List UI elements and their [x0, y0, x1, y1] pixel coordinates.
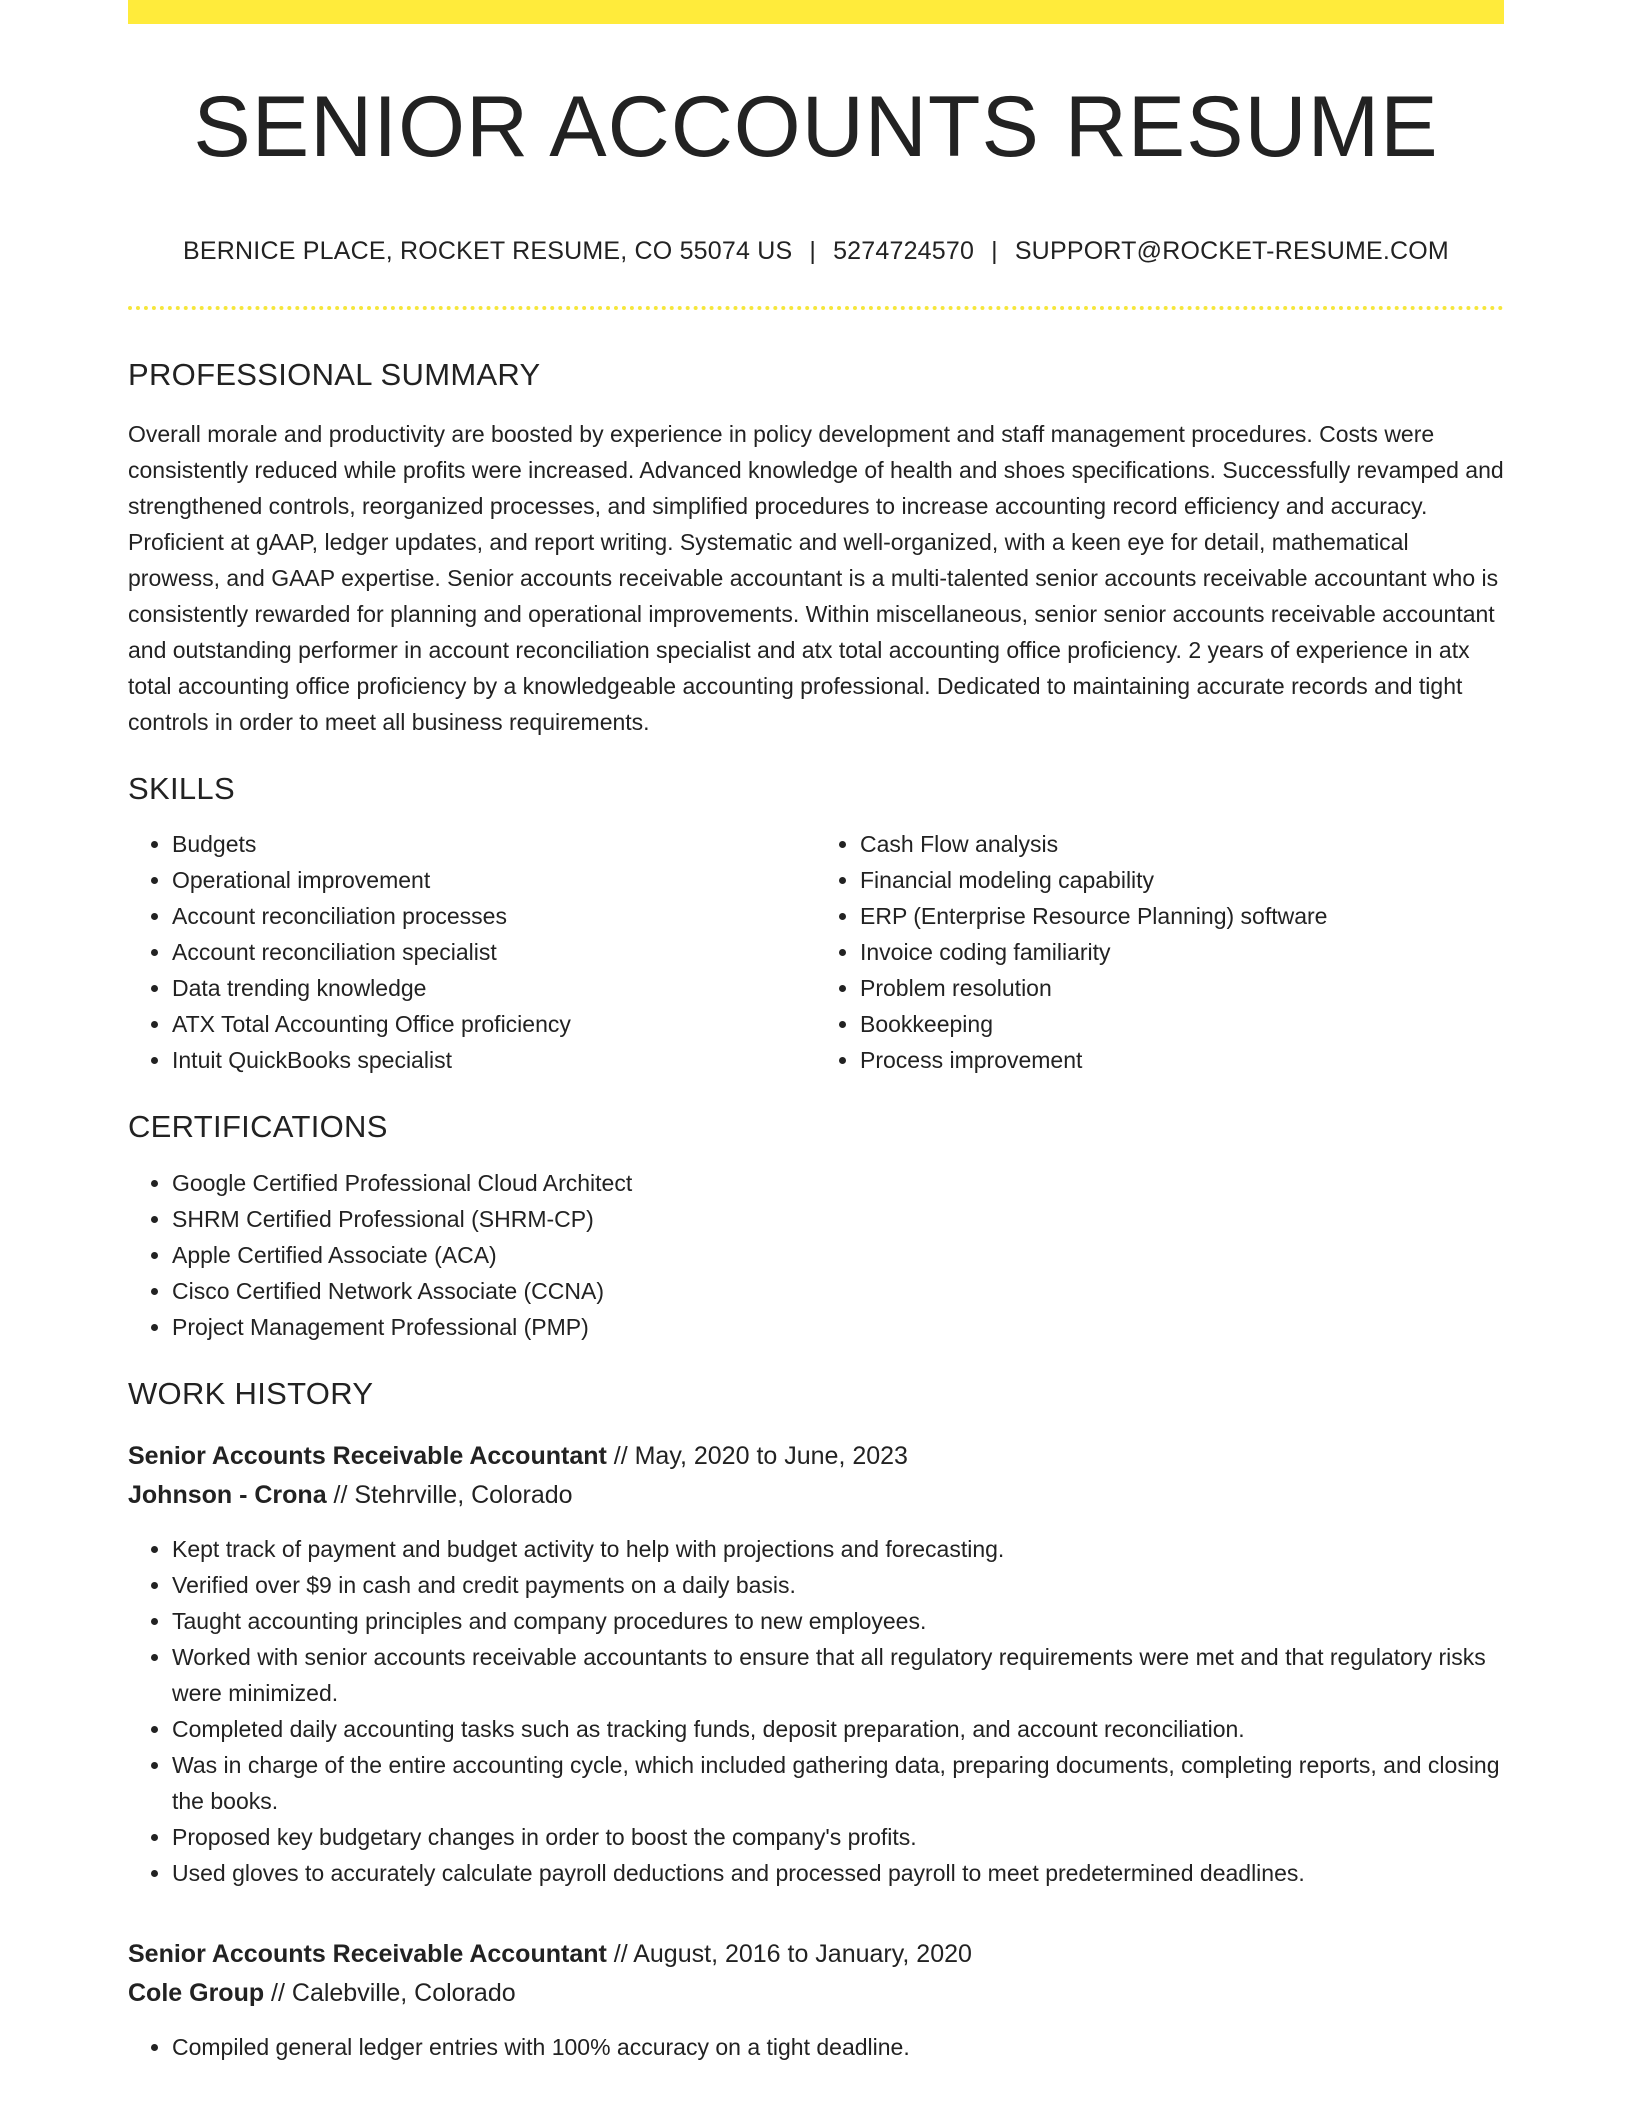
skills-heading: SKILLS — [128, 771, 235, 807]
skills-list — [128, 826, 1504, 1078]
skill-item: • Intuit QuickBooks specialist — [172, 1042, 816, 1078]
job-bullet: • Completed daily accounting tasks such as tracking funds, deposit preparation, and account reconciliation. — [172, 1711, 1504, 1747]
job-title: Senior Accounts Receivable Accountant — [128, 1441, 607, 1470]
skills-column-left — [128, 826, 816, 1078]
certification-item: • Google Certified Professional Cloud Architect — [172, 1165, 1504, 1201]
email: SUPPORT@ROCKET-RESUME.COM — [1014, 237, 1449, 266]
skill-item: • Operational improvement — [172, 862, 816, 898]
job-bullet: • Worked with senior accounts receivable accountants to ensure that all regulatory requirements were met and that regulatory risks were minimized. — [172, 1639, 1504, 1711]
resume-page — [128, 0, 1504, 2065]
job-location: // Stehrville, Colorado — [326, 1480, 573, 1509]
skills-column-right — [816, 826, 1504, 1078]
job-entry — [128, 1437, 1504, 1891]
job-company-line — [128, 1476, 1504, 1515]
certifications-list — [128, 1165, 1504, 1345]
job-bullets — [128, 2029, 1504, 2065]
skill-item: • Cash Flow analysis — [860, 826, 1504, 862]
job-company: Johnson - Crona — [128, 1480, 327, 1509]
skill-item: • Budgets — [172, 826, 816, 862]
summary-text: Overall morale and productivity are boosted by experience in policy development and staff management procedures. Costs were consistently reduced while profits were increased. Advanced knowledge of health and shoes specifications. Successfully revamped and strengthened controls, reorganized processes, and simplified procedures to increase accounting record efficiency and accuracy. Proficient at gAAP, ledger updates, and report writing. Systematic and well-organized, with a keen eye for detail, mathematical prowess, and GAAP expertise. Senior accounts receivable accountant is a multi-talented senior accounts receivable accountant who is consistently rewarded for planning and operational improvements. Within miscellaneous, senior senior accounts receivable accountant and outstanding performer in account reconciliation specialist and atx total accounting office proficiency. 2 years of experience in atx total accounting office proficiency by a knowledgeable accounting professional. Dedicated to maintaining accurate records and tight controls in order to meet all business requirements. — [128, 421, 1504, 736]
job-location: // Calebville, Colorado — [264, 1978, 516, 2007]
job-company-line — [128, 1974, 1504, 2013]
job-bullet: • Kept track of payment and budget activity to help with projections and forecasting. — [172, 1531, 1504, 1567]
page-title: SENIOR ACCOUNTS RESUME — [193, 79, 1439, 175]
certification-item: • Project Management Professional (PMP) — [172, 1309, 1504, 1345]
summary-heading: PROFESSIONAL SUMMARY — [128, 357, 541, 393]
certification-item: • Apple Certified Associate (ACA) — [172, 1237, 1504, 1273]
skill-item: • Financial modeling capability — [860, 862, 1504, 898]
job-title-line — [128, 1935, 1504, 1974]
dotted-divider — [128, 306, 1504, 310]
job-bullet: • Taught accounting principles and company procedures to new employees. — [172, 1603, 1504, 1639]
job-title-line — [128, 1437, 1504, 1476]
job-title: Senior Accounts Receivable Accountant — [128, 1939, 607, 1968]
job-bullet: • Proposed key budgetary changes in order to boost the company's profits. — [172, 1819, 1504, 1855]
job-bullet: • Used gloves to accurately calculate payroll deductions and processed payroll to meet predetermined deadlines. — [172, 1855, 1504, 1891]
job-dates: // August, 2016 to January, 2020 — [606, 1939, 972, 1968]
certification-item: • SHRM Certified Professional (SHRM-CP) — [172, 1201, 1504, 1237]
job-bullets — [128, 1531, 1504, 1891]
skill-item: • ATX Total Accounting Office proficiency — [172, 1006, 816, 1042]
separator: | — [991, 237, 998, 266]
skill-item: • Account reconciliation processes — [172, 898, 816, 934]
phone: 5274724570 — [833, 237, 975, 266]
certification-item: • Cisco Certified Network Associate (CCNA) — [172, 1273, 1504, 1309]
skill-item: • Account reconciliation specialist — [172, 934, 816, 970]
skill-item: • ERP (Enterprise Resource Planning) software — [860, 898, 1504, 934]
job-bullet: • Was in charge of the entire accounting cycle, which included gathering data, preparing documents, completing reports, and closing the books. — [172, 1747, 1504, 1819]
work-history-heading: WORK HISTORY — [128, 1375, 374, 1411]
contact-line — [128, 236, 1504, 266]
job-bullet: • Compiled general ledger entries with 100% accuracy on a tight deadline. — [172, 2029, 1504, 2065]
skill-item: • Problem resolution — [860, 970, 1504, 1006]
job-bullet: • Verified over $9 in cash and credit payments on a daily basis. — [172, 1567, 1504, 1603]
skill-item: • Invoice coding familiarity — [860, 934, 1504, 970]
certifications-heading: CERTIFICATIONS — [128, 1109, 388, 1145]
accent-bar — [128, 0, 1504, 24]
job-entry — [128, 1935, 1504, 2065]
skill-item: • Data trending knowledge — [172, 970, 816, 1006]
address: BERNICE PLACE, ROCKET RESUME, CO 55074 US — [183, 237, 793, 266]
skill-item: • Bookkeeping — [860, 1006, 1504, 1042]
job-company: Cole Group — [128, 1978, 265, 2007]
separator: | — [809, 237, 817, 266]
skill-item: • Process improvement — [860, 1042, 1504, 1078]
job-dates: // May, 2020 to June, 2023 — [606, 1441, 908, 1470]
